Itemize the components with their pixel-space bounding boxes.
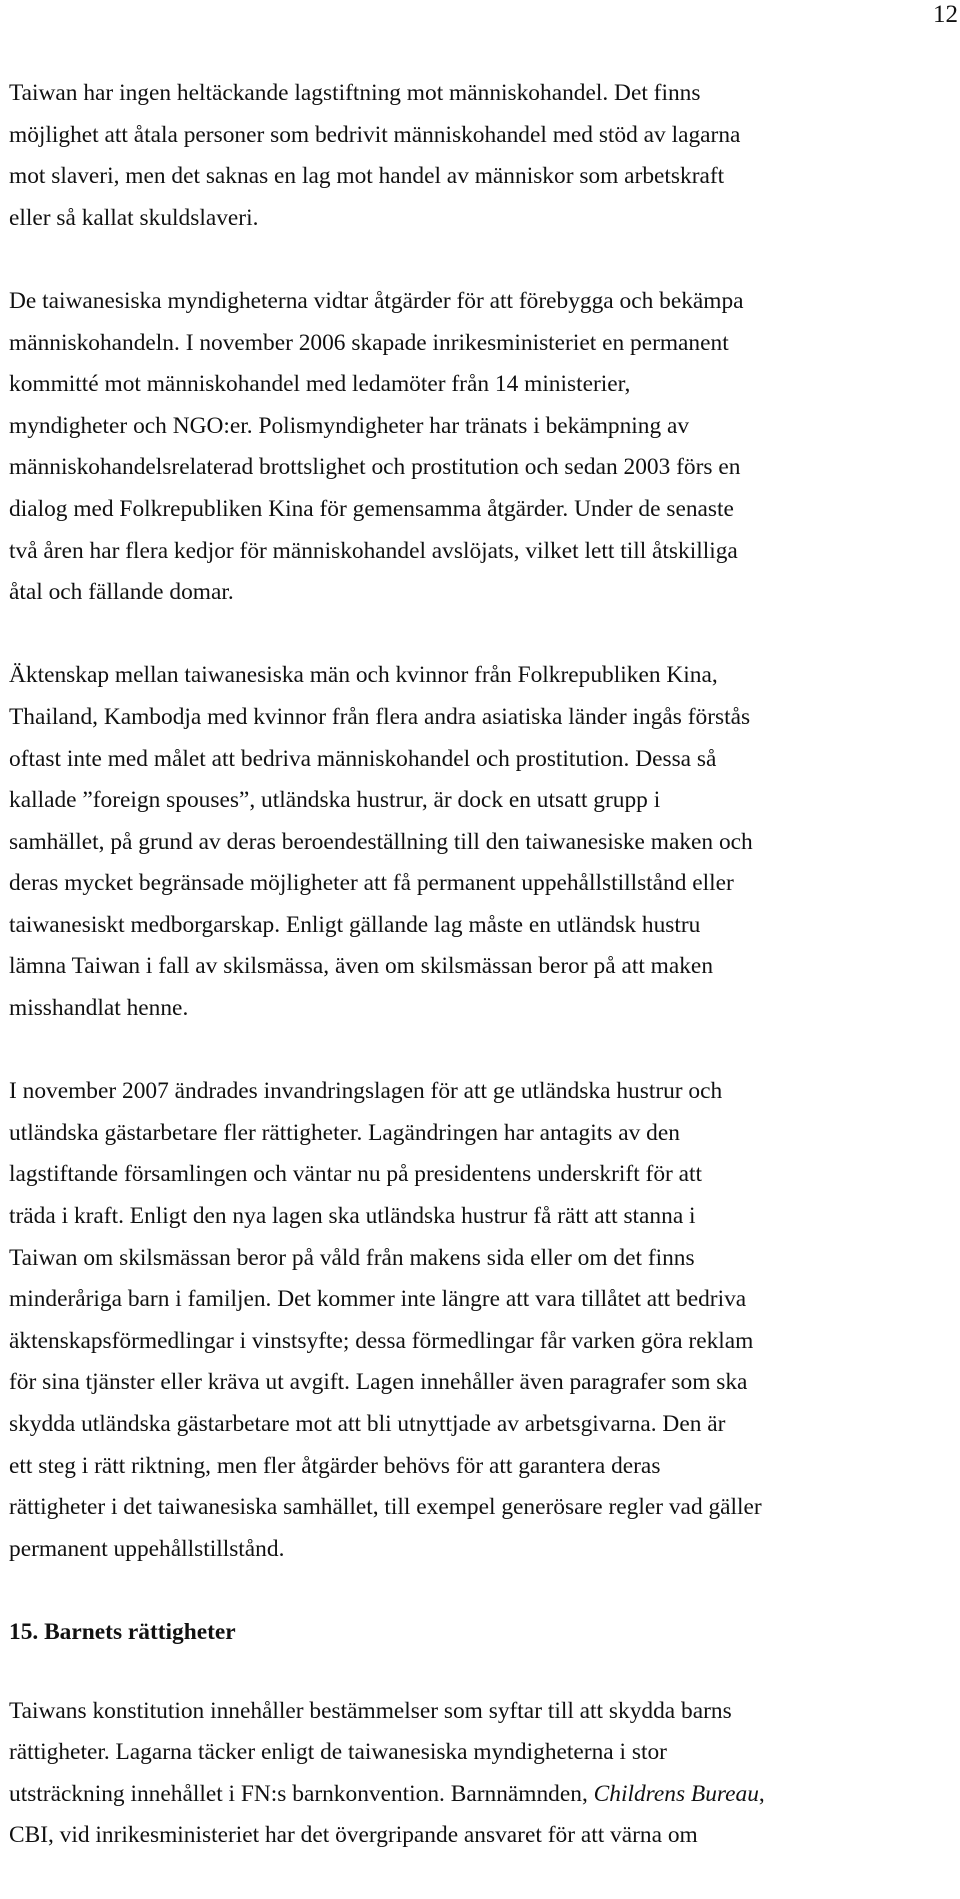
text-line: kommitté mot människohandel med ledamöter från 14 ministerier, [9, 371, 631, 398]
text-line: rättigheter. Lagarna täcker enligt de taiwanesiska myndigheterna i stor [9, 1739, 667, 1766]
text-line: två åren har flera kedjor för människohandel avslöjats, vilket lett till åtskilliga [9, 537, 738, 564]
paragraph-childrens-rights [9, 1691, 953, 1857]
paragraph-immigration-law [9, 1071, 953, 1570]
text-line: oftast inte med målet att bedriva människohandel och prostitution. Dessa så [9, 745, 717, 772]
text-line: Taiwan om skilsmässan beror på våld från makens sida eller om det finns [9, 1244, 695, 1271]
text-fragment: , [758, 1780, 765, 1807]
paragraph-authority-measures [9, 281, 953, 614]
text-line: myndigheter och NGO:er. Polismyndigheter har tränats i bekämpning av [9, 412, 690, 439]
text-line-with-italic [9, 1774, 953, 1816]
text-line: människohandeln. I november 2006 skapade inrikesministeriet en permanent [9, 329, 729, 356]
paragraph-legislation [9, 73, 953, 239]
text-line: äktenskapsförmedlingar i vinstsyfte; dessa förmedlingar får varken göra reklam [9, 1327, 754, 1354]
text-line: människohandelsrelaterad brottslighet och prostitution och sedan 2003 förs en [9, 454, 741, 481]
paragraph-marriages [9, 655, 953, 1029]
text-line: lämna Taiwan i fall av skilsmässa, även om skilsmässan beror på att maken [9, 953, 714, 980]
text-line: ett steg i rätt riktning, men fler åtgärder behövs för att garantera deras [9, 1452, 661, 1479]
text-line: träda i kraft. Enligt den nya lagen ska utländska hustrur få rätt att stanna i [9, 1203, 696, 1230]
text-line: lagstiftande församlingen och väntar nu på presidentens underskrift för att [9, 1161, 703, 1188]
text-line: åtal och fällande domar. [9, 579, 234, 606]
text-fragment: utsträckning innehållet i FN:s barnkonvention. Barnnämnden, [9, 1780, 594, 1807]
text-line: Äktenskap mellan taiwanesiska män och kvinnor från Folkrepubliken Kina, [9, 662, 718, 689]
text-line: CBI, vid inrikesministeriet har det övergripande ansvaret för att värna om [9, 1822, 698, 1849]
italic-term: Childrens Bureau [593, 1780, 759, 1807]
text-line: minderåriga barn i familjen. Det kommer inte längre att vara tillåtet att bedriva [9, 1286, 747, 1313]
text-line: möjlighet att åtala personer som bedrivit människohandel med stöd av lagarna [9, 121, 741, 148]
text-line: Taiwans konstitution innehåller bestämmelser som syftar till att skydda barns [9, 1697, 732, 1724]
text-line: kallade ”foreign spouses”, utländska hustrur, är dock en utsatt grupp i [9, 787, 661, 814]
text-line: samhället, på grund av deras beroendeställning till den taiwanesiske maken och [9, 828, 753, 855]
text-line: mot slaveri, men det saknas en lag mot handel av människor som arbetskraft [9, 163, 725, 190]
page-number: 12 [933, 1, 958, 28]
text-line: Taiwan har ingen heltäckande lagstiftning mot människohandel. Det finns [9, 80, 701, 106]
text-line: Thailand, Kambodja med kvinnor från flera andra asiatiska länder ingås förstås [9, 703, 751, 730]
text-line: rättigheter i det taiwanesiska samhället, till exempel generösare regler vad gäller [9, 1494, 762, 1521]
text-line: eller så kallat skuldslaveri. [9, 204, 259, 231]
section-heading: 15. Barnets rättigheter [9, 1618, 236, 1645]
text-line: De taiwanesiska myndigheterna vidtar åtgärder för att förebygga och bekämpa [9, 287, 744, 314]
text-line: för sina tjänster eller kräva ut avgift. Lagen innehåller även paragrafer som ska [9, 1369, 748, 1396]
text-line: misshandlat henne. [9, 995, 189, 1022]
document-body [9, 73, 953, 1899]
text-line: deras mycket begränsade möjligheter att få permanent uppehållstillstånd eller [9, 870, 734, 897]
text-line: taiwanesiskt medborgarskap. Enligt gällande lag måste en utländsk hustru [9, 911, 701, 938]
text-line: utländska gästarbetare fler rättigheter. Lagändringen har antagits av den [9, 1119, 680, 1146]
text-line: dialog med Folkrepubliken Kina för gemensamma åtgärder. Under de senaste [9, 495, 734, 522]
text-line: permanent uppehållstillstånd. [9, 1535, 285, 1562]
text-line: skydda utländska gästarbetare mot att bli utnyttjade av arbetsgivarna. Den är [9, 1411, 726, 1437]
text-line: I november 2007 ändrades invandringslagen för att ge utländska hustrur och [9, 1078, 723, 1105]
